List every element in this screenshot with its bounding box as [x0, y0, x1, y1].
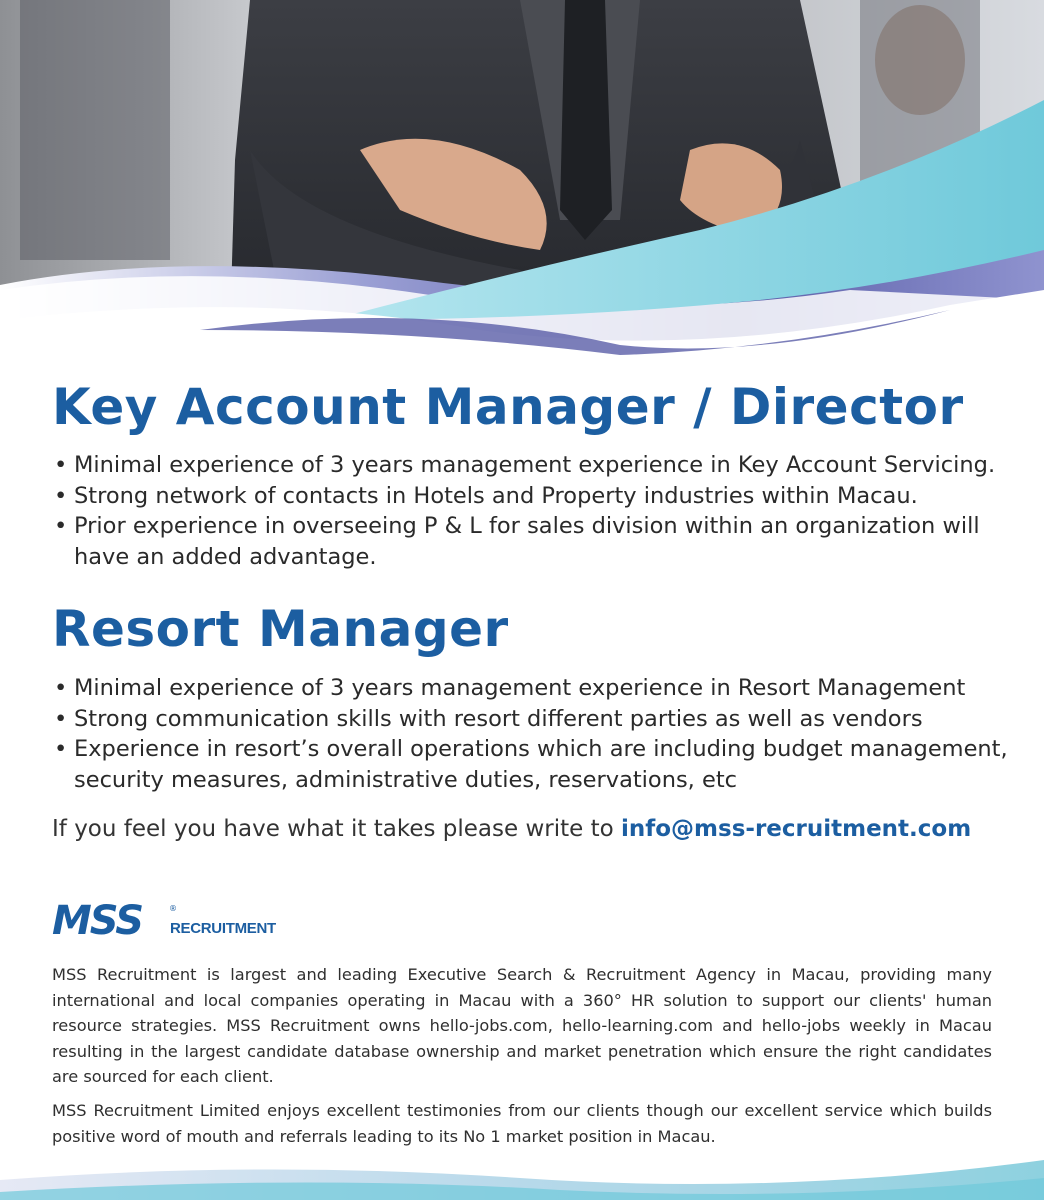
footer-wave [0, 1140, 1044, 1200]
job-title-resort-manager: Resort Manager [52, 600, 509, 658]
company-about-paragraph: MSS Recruitment is largest and leading Executive Search & Recruitment Agency in Macau, providing many international and local companies operating in Macau with a 360° HR solution to support our clients' human resource strategies. MSS Recruitment owns hello-jobs.com, hello-learning.com and hello-jobs weekly in Macau resulting in the largest candidate database ownership and market penetration which ensure the right candidates are sourced for each client. [52, 965, 992, 1086]
requirement-item: • Strong network of contacts in Hotels and Property industries within Macau. [52, 481, 1012, 512]
apply-email-link[interactable]: info@mss-recruitment.com [620, 816, 972, 842]
hero-illustration [0, 0, 1044, 370]
hero-photo [0, 0, 1044, 370]
logo-mss-text: MSS [52, 898, 142, 944]
requirement-item: • Minimal experience of 3 years management experience in Resort Management [52, 673, 1012, 704]
company-testimonial-paragraph: MSS Recruitment Limited enjoys excellent testimonies from our clients though our excellent service which builds positive word of mouth and referrals leading to its No 1 market position in Macau. [52, 1101, 992, 1146]
mss-recruitment-logo [52, 898, 292, 944]
requirement-item: • Experience in resort’s overall operations which are including budget management, security measures, administrative duties, reservations, etc [52, 734, 1012, 795]
key-account-requirements [52, 450, 1012, 572]
job-title-key-account: Key Account Manager / Director [52, 378, 964, 436]
requirement-item: • Minimal experience of 3 years management experience in Key Account Servicing. [52, 450, 1012, 481]
logo-registered-mark: ® [169, 904, 177, 913]
requirement-item: • Prior experience in overseeing P & L for sales division within an organization will have an added advantage. [52, 511, 1012, 572]
resort-manager-requirements [52, 673, 1012, 795]
apply-text: If you feel you have what it takes please write to [52, 816, 621, 842]
requirement-item: • Strong communication skills with resort different parties as well as vendors [52, 704, 1012, 735]
logo-recruitment-text: RECRUITMENT [170, 920, 276, 937]
apply-line [52, 816, 971, 842]
